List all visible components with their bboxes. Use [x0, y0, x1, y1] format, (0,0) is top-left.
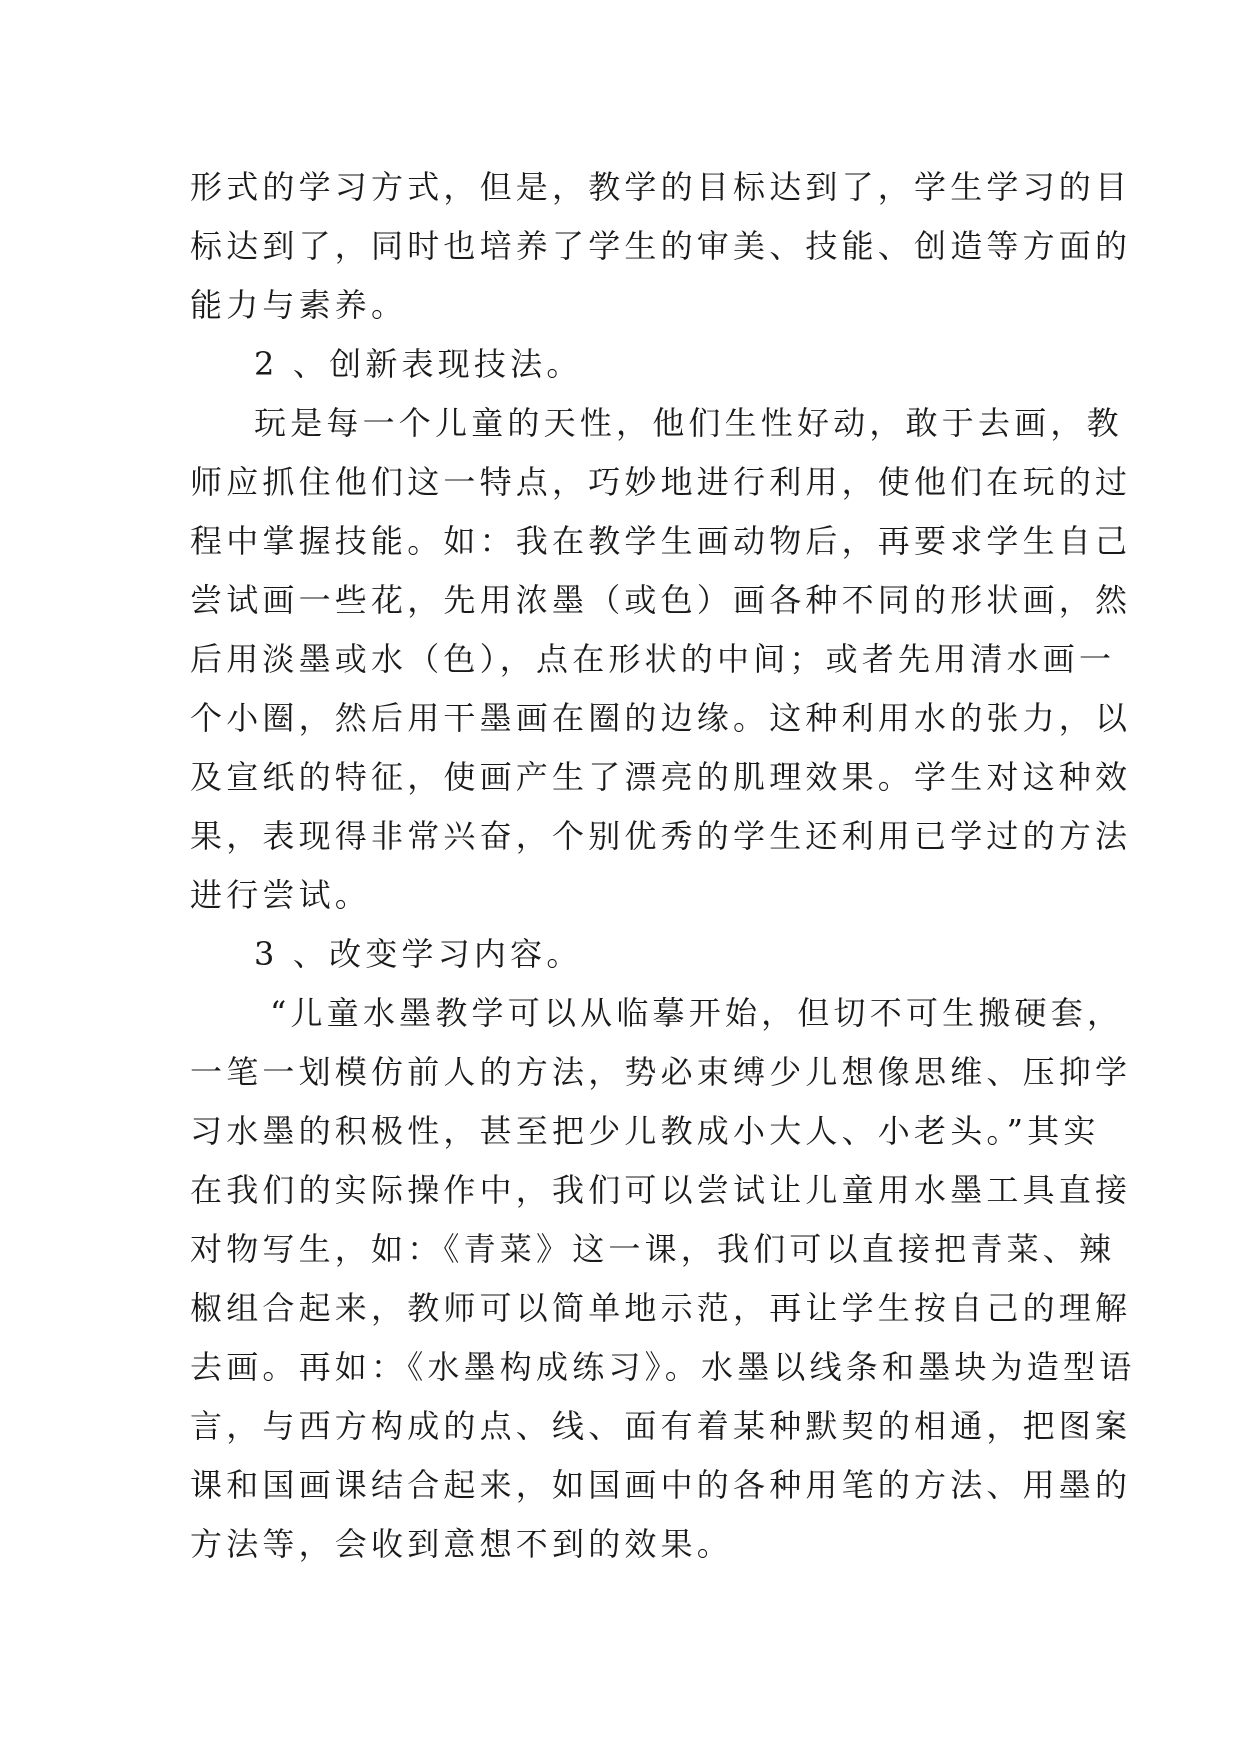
text-line: 形式的学习方式，但是，教学的目标达到了，学生学习的目 [190, 168, 1132, 206]
text-line: 及宣纸的特征，使画产生了漂亮的肌理效果。学生对这种效 [190, 758, 1132, 796]
body-text [190, 158, 1136, 1574]
text-line: 椒组合起来，教师可以简单地示范，再让学生按自己的理解 [190, 1289, 1132, 1327]
text-line: 去画。再如：《水墨构成练习》。水墨以线条和墨块为造型语 [190, 1348, 1136, 1386]
text-line: 标达到了，同时也培养了学生的审美、技能、创造等方面的 [190, 227, 1132, 265]
section-heading: 2 、创新表现技法。 [254, 345, 583, 383]
text-line: 在我们的实际操作中，我们可以尝试让儿童用水墨工具直接 [190, 1171, 1132, 1209]
text-line: 个小圈，然后用干墨画在圈的边缘。这种利用水的张力，以 [190, 699, 1132, 737]
text-line: 言，与西方构成的点、线、面有着某种默契的相通，把图案 [190, 1407, 1132, 1445]
text-line: 能力与素养。 [190, 286, 408, 324]
paragraph-start-line: 玩是每一个儿童的天性，他们生性好动，敢于去画，教 [254, 404, 1123, 442]
text-line: 程中掌握技能。如：我在教学生画动物后，再要求学生自己 [190, 522, 1132, 560]
text-line: 方法等，会收到意想不到的效果。 [190, 1525, 734, 1563]
section-heading: 3 、改变学习内容。 [254, 935, 583, 973]
text-line: 后用淡墨或水（色），点在形状的中间；或者先用清水画一 [190, 640, 1116, 678]
text-line: 进行尝试。 [190, 876, 372, 914]
text-line: 果，表现得非常兴奋，个别优秀的学生还利用已学过的方法 [190, 817, 1132, 855]
text-line: 一笔一划模仿前人的方法，势必束缚少儿想像思维、压抑学 [190, 1053, 1132, 1091]
text-line: 尝试画一些花，先用浓墨（或色）画各种不同的形状画，然 [190, 581, 1132, 619]
text-line: 课和国画课结合起来，如国画中的各种用笔的方法、用墨的 [190, 1466, 1132, 1504]
text-line: 对物写生，如：《青菜》这一课，我们可以直接把青菜、辣 [190, 1230, 1116, 1268]
quote-start-line: “儿童水墨教学可以从临摹开始，但切不可生搬硬套， [270, 994, 1124, 1032]
text-line: 习水墨的积极性，甚至把少儿教成小大人、小老头。”其实 [190, 1112, 1100, 1150]
text-line: 师应抓住他们这一特点，巧妙地进行利用，使他们在玩的过 [190, 463, 1132, 501]
